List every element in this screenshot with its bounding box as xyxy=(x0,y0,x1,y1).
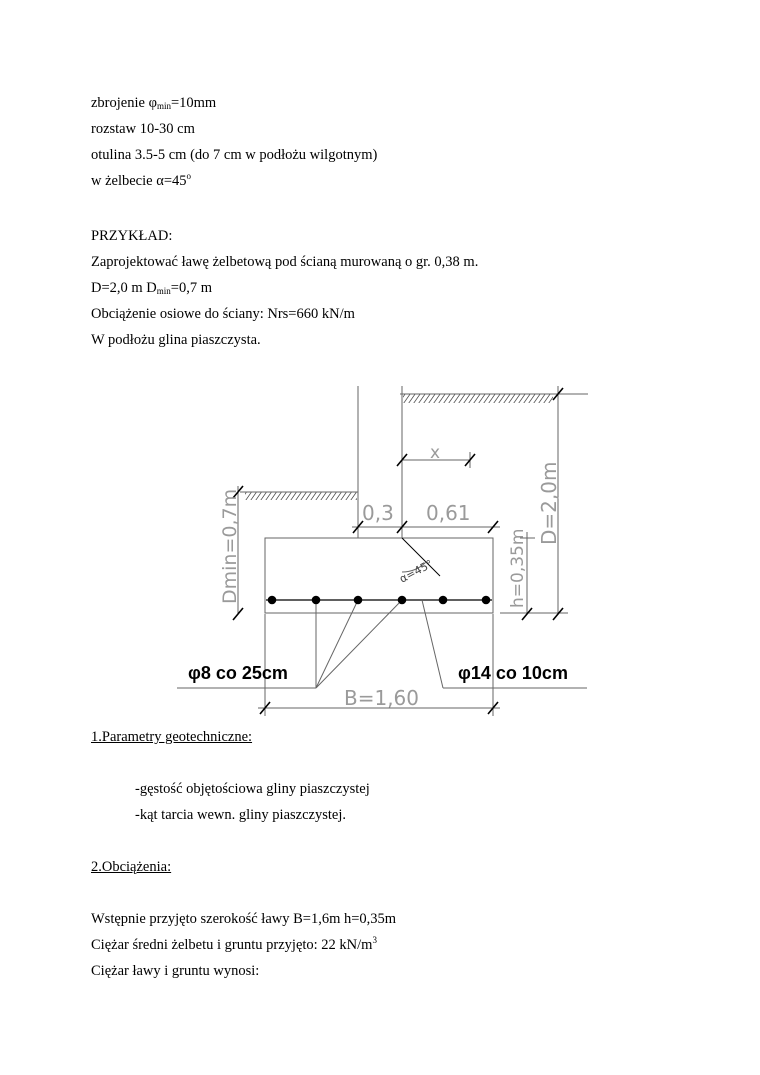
example-depths: D=2,0 m $D_{min}=0,7$ m xyxy=(91,280,213,296)
dim-label-x: x xyxy=(430,443,441,463)
dim-label-dmin: Dmin=0,7m xyxy=(219,488,241,604)
rebar-label-right: φ14 co 10cm xyxy=(458,663,568,683)
angle-line: w żelbecie $\alpha=45^o$ xyxy=(91,171,192,189)
dim-label-b: B=1,60 xyxy=(344,686,420,710)
section-loads: 2.Obciążenia: xyxy=(91,859,172,875)
angle-label: α=45° xyxy=(397,557,436,586)
rebar-bar xyxy=(482,596,491,605)
dim-label-d: D=2,0m xyxy=(537,461,561,545)
example-heading: PRZYKŁAD: xyxy=(91,228,173,244)
loads-width: Wstępnie przyjęto szerokość ławy B=1,6m h=0,35m xyxy=(91,911,397,927)
example-soil: W podłożu glina piaszczysta. xyxy=(91,332,261,348)
dim-label-wall: 0,3 xyxy=(362,501,394,525)
rebar-bar xyxy=(439,596,448,605)
loads-unit-weight: Ciężar średni żelbetu i gruntu przyjęto: 22 $kN/m^3$ xyxy=(91,935,377,953)
footing-outline xyxy=(265,538,493,613)
example-task: Zaprojektować ławę żelbetową pod ścianą murowaną o gr. 0,38 m. xyxy=(91,254,479,270)
rebar-bar xyxy=(312,596,321,605)
example-load: Obciążenie osiowe do ściany: Nrs=660 kN/m xyxy=(91,306,355,322)
geotech-item-density: -gęstość objętościowa gliny piaszczystej xyxy=(135,781,370,797)
rebar-bar xyxy=(398,596,407,605)
loads-footing-weight: Ciężar ławy i gruntu wynosi: xyxy=(91,963,260,979)
spacing-line: rozstaw 10-30 cm xyxy=(91,121,195,137)
ground-hatch-left xyxy=(245,492,357,500)
dim-label-offset: 0,61 xyxy=(426,501,471,525)
rebar-min-line: zbrojenie $\varphi_{min}=10mm$ xyxy=(91,95,217,111)
rebar-bar xyxy=(268,596,277,605)
section-geotechnical: 1.Parametry geotechniczne: xyxy=(91,729,253,745)
dim-label-h: h=0,35m xyxy=(508,528,528,608)
cover-line: otulina 3.5-5 cm (do 7 cm w podłożu wilgotnym) xyxy=(91,147,378,163)
ground-hatch-right xyxy=(403,394,553,403)
rebar-label-left: φ8 co 25cm xyxy=(188,663,288,683)
rebar-bar xyxy=(354,596,363,605)
geotech-item-friction: -kąt tarcia wewn. gliny piaszczystej. xyxy=(135,807,346,823)
